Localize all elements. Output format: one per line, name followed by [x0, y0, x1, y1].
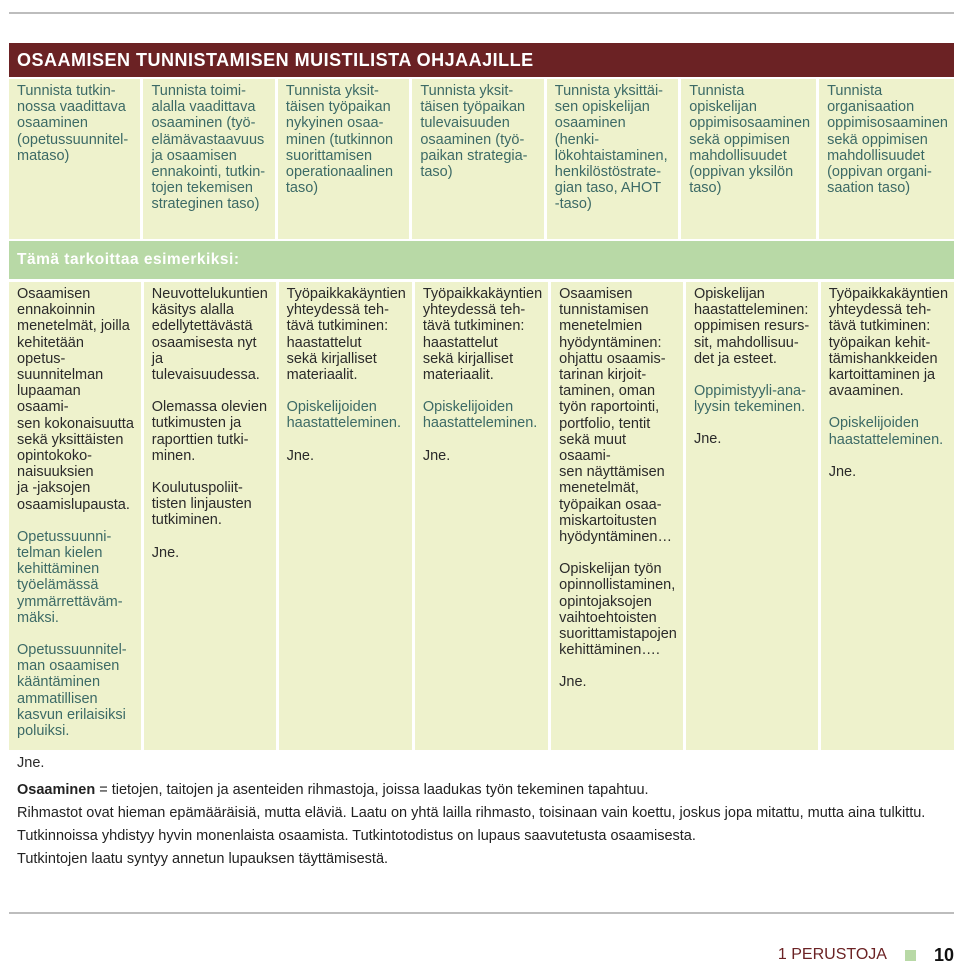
example-etc: Jne. — [559, 674, 587, 691]
example-text: Opetussuunni- telman kielen kehittäminen työelämässä ymmärrettäväm- mäksi. — [17, 528, 123, 626]
column-heading-6: Tunnista opiskelijan oppimisosaaminen sekä oppimisen mahdollisuudet (oppivan yksilön taso) — [681, 79, 816, 239]
column-headings-row — [9, 79, 954, 239]
examples-column-3 — [279, 282, 412, 750]
column-heading-2: Tunnista toimi- alalla vaadittava osaaminen (työ- elämävastaavuus ja osaamisen ennakointi, tutkin- tojen tekemisen strateginen taso) — [143, 79, 274, 239]
footer-section: 1 PERUSTOJA — [777, 946, 887, 963]
example-text: Työpaikkakäyntien yhteydessä teh- tävä tutkiminen: työpaikan kehit- tämishankkeiden kartoittaminen ja avaaminen. — [828, 286, 949, 400]
square-icon — [905, 950, 916, 961]
column-heading-5: Tunnista yksittäi- sen opiskelijan osaaminen (henki- lökohtaistaminen, henkilöstöstrate- gian taso, AHOT -taso) — [547, 79, 678, 239]
examples-subheading: Tämä tarkoittaa esimerkiksi: — [9, 241, 954, 279]
examples-column-1 — [9, 282, 141, 772]
column-heading-3: Tunnista yksit- täisen työpaikan nykyinen osaa- minen (tutkinnon suorittamisen operationaalinen taso) — [278, 79, 409, 239]
definition-text: = tietojen, taitojen ja asenteiden rihmastoja, joissa laadukas työn tekeminen tapahtuu. — [95, 782, 649, 798]
example-text: Opiskelijoiden haastatteleminen. — [286, 399, 402, 432]
examples-column-4 — [415, 282, 548, 750]
example-etc: Jne. — [151, 544, 180, 561]
page-number: 10 — [933, 944, 954, 965]
example-text: Opiskelijan työn opinnollistaminen, opintojaksojen vaihtoehtoisten suorittamistapojen kehittäminen…. — [559, 561, 677, 659]
examples-row — [9, 282, 954, 772]
definition-line — [17, 779, 947, 802]
examples-column-6 — [686, 282, 818, 750]
example-text: Olemassa olevien tutkimusten ja raporttien tutki- minen. — [151, 399, 268, 464]
definition-line: Tutkinnoissa yhdistyy hyvin monenlaista osaamista. Tutkintotodistus on lupaus saavutetusta osaamisesta. — [17, 828, 696, 844]
bottom-rule — [9, 912, 954, 914]
example-text: Opetussuunnitel- man osaamisen kääntäminen ammatillisen kasvun erilaisiksi poluiksi. — [17, 642, 127, 740]
example-etc: Jne. — [693, 431, 722, 448]
definition-line: Rihmastot ovat hieman epämääräisiä, mutta eläviä. Laatu on yhtä lailla rihmasto, toisinaan vain koettu, joskus jopa mitattu, mutta aina tulkittu. — [17, 805, 926, 821]
definition-term: Osaaminen — [17, 782, 96, 798]
example-text: Opiskelijan haastatteleminen: oppimisen resurs- sit, mahdollisuu- det ja esteet. — [693, 286, 810, 367]
examples-column-7 — [821, 282, 954, 750]
page-title: OSAAMISEN TUNNISTAMISEN MUISTILISTA OHJAAJILLE — [9, 43, 954, 77]
example-text: Työpaikkakäyntien yhteydessä teh- tävä tutkiminen: haastattelut sekä kirjalliset materiaalit. — [422, 286, 543, 384]
page-footer — [778, 944, 954, 966]
example-text: Työpaikkakäyntien yhteydessä teh- tävä tutkiminen: haastattelut sekä kirjalliset materiaalit. — [286, 286, 406, 384]
example-etc: Jne. — [286, 447, 314, 464]
example-text: Neuvottelukuntien käsitys alalla edellytettävästä osaamisesta nyt ja tulevaisuudessa. — [151, 286, 268, 384]
example-text: Osaamisen tunnistamisen menetelmien hyödyntäminen: ohjattu osaamis- tarinan kirjoit- taminen, oman työn raportointi, portfolio, tentit sekä muut osaami- sen näyttämisen menetelmät, työpaikan osaa- miskartoitusten hyödyntäminen… — [559, 286, 672, 546]
example-text: Oppimistyyli-ana- lyysin tekeminen. — [693, 383, 806, 416]
example-etc: Jne. — [422, 447, 451, 464]
column-heading-4: Tunnista yksit- täisen työpaikan tulevaisuuden osaaminen (työ- paikan strategia- taso) — [412, 79, 543, 239]
example-text: Opiskelijoiden haastatteleminen. — [828, 415, 944, 448]
example-etc: Jne. — [828, 463, 857, 480]
column-heading-1: Tunnista tutkin- nossa vaadittava osaaminen (opetussuunnitel- mataso) — [9, 79, 140, 239]
examples-column-2 — [144, 282, 276, 750]
example-text: Opiskelijoiden haastatteleminen. — [422, 399, 538, 432]
example-text: Koulutuspoliit- tisten linjausten tutkiminen. — [151, 480, 252, 529]
definition-block — [17, 779, 947, 871]
column-heading-7: Tunnista organisaation oppimisosaaminen sekä oppimisen mahdollisuudet (oppivan organi- saation taso) — [819, 79, 954, 239]
definition-line: Tutkintojen laatu syntyy annetun lupauksen täyttämisestä. — [17, 851, 389, 867]
examples-column-5 — [551, 282, 683, 750]
example-etc: Jne. — [17, 755, 45, 772]
example-text: Osaamisen ennakoinnin menetelmät, joilla kehitetään opetus- suunnitelman lupaaman osaami- sen kokonaisuutta sekä yksittäisten opintokoko- naisuuksien ja -jaksojen osaamislupausta. — [17, 286, 134, 513]
top-rule — [9, 12, 954, 14]
